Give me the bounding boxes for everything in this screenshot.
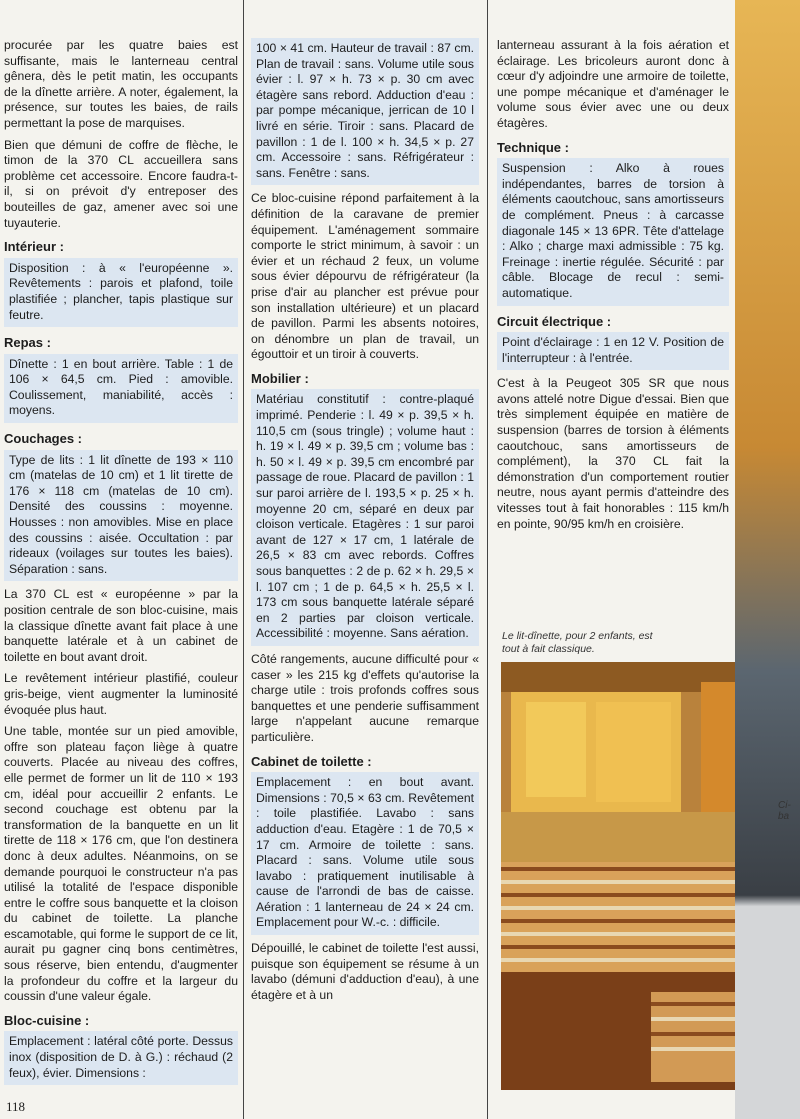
caravan-interior-illustration <box>501 662 749 1090</box>
spec-box-technique: Suspension : Alko à roues indépendantes, barres de torsion à éléments caoutchouc, sans amortisseurs de complément. Pneus : à carcasse diagonale 145 × 13 6PR. Tête d'attelage : Alko ; charge maxi admissible : 75 kg. Freinage : inertie régulée. Sécurité : par câble. Blocage de recul : semi-automatique. <box>497 158 729 305</box>
section-heading-couchages: Couchages : <box>4 431 83 447</box>
spec-box-repas: Dînette : 1 en bout arrière. Table : 1 de 106 × 64,5 cm. Pied : amovible. Coulissement, maniabilité, accès : moyens. <box>4 354 238 423</box>
spec-box-interieur: Disposition : à « l'européenne ». Revêtements : parois et plafond, toile plastifiée ; plancher, tapis plastique sur feutre. <box>4 258 238 327</box>
paragraph: Le revêtement intérieur plastifié, couleur gris-beige, vient augmenter la luminosité évoquée plus haut. <box>4 671 238 717</box>
section-heading-cabinet: Cabinet de toilette : <box>251 753 372 769</box>
adjacent-page-edge <box>735 0 800 1119</box>
spec-box-circuit: Point d'éclairage : 1 en 12 V. Position de l'interrupteur : à l'entrée. <box>497 332 729 370</box>
adjacent-caption: Ci- ba <box>778 800 791 822</box>
section-heading-circuit: Circuit électrique : <box>497 313 612 329</box>
section-heading-technique: Technique : <box>497 139 569 155</box>
spec-box-couchages: Type de lits : 1 lit dînette de 193 × 110 cm (matelas de 10 cm) et 1 lit tirette de 176 × 118 cm (matelas de 10 cm). Densité des coussins : moyenne. Housses : non amovibles. Mise en place des coussins : aisée. Occultation : par rideaux (voilages sur toutes les baies). Séparation : sans. <box>4 450 238 582</box>
section-heading-bloc-cuisine: Bloc-cuisine : <box>4 1012 90 1028</box>
paragraph: lanterneau assurant à la fois aération et éclairage. Les bricoleurs auront donc à cœur d'y adjoindre une armoire de toilette, une pompe mécanique et d'aménager le volume sous évier avec une ou deux étagères. <box>497 38 729 130</box>
column-2 <box>251 38 479 1009</box>
column-1 <box>4 38 238 1091</box>
paragraph: Une table, montée sur un pied amovible, offre son plateau façon liège à quatre couverts. Placée au niveau des coffres, elle permet de former un lit de 110 × 193 cm, idéal pour accueillir 2 enfants. Le second couchage est obtenu par la transformation de la banquette en un lit tirette de 118 × 176 cm, que l'on destinera donc à deux adultes. Néanmoins, on se demande pourquoi le constructeur n'a pas utilisé la totalité de l'espace disponible entre le coffre sous banquette et la cloison du cabinet de toilette. La planche escamotable, qui forme le support de ce lit, aurait pu gagner cinq bons centimètres, sous réserve, bien entendu, d'augmenter la profondeur du coffre et la largeur du coussin d'une valeur égale. <box>4 724 238 1004</box>
paragraph: La 370 CL est « européenne » par la position centrale de son bloc-cuisine, mais la classique dînette avant fait place à une banquette latérale et à un cabinet de toilette en bout avant droit. <box>4 587 238 664</box>
paragraph: procurée par les quatre baies est suffisante, mais le lanterneau central gênera, dès le petit matin, les occupants de la dînette arrière. A noter, également, la présence, sur toutes les baies, de rails permettant la pose de marquises. <box>4 38 238 130</box>
section-heading-mobilier: Mobilier : <box>251 370 309 386</box>
column-divider <box>243 0 244 1119</box>
striped-cushions <box>501 862 749 972</box>
section-heading-repas: Repas : <box>4 335 51 351</box>
spec-box-bloc-cuisine-continued: 100 × 41 cm. Hauteur de travail : 87 cm. Plan de travail : sans. Volume utile sous évier : l. 97 × h. 73 × p. 30 cm avec étagère sans rebord. Adduction d'eau : par pompe mécanique, jerrican de 10 l livré en série. Tiroir : sans. Placard de pavillon : 1 de l. 100 × h. 34,5 × p. 27 cm. Accessoire : sans. Réfrigérateur : sans. Fenêtre : sans. <box>251 38 479 185</box>
spec-box-mobilier: Matériau constitutif : contre-plaqué imprimé. Penderie : l. 49 × p. 39,5 × h. 110,5 cm (sous tringle) ; volume haut : h. 19 × l. 49 × p. 39,5 cm ; volume bas : h. 50 × l. 49 × p. 39,5 cm encombré par passage de roue. Placard de pavillon : 1 sur paroi arrière de l. 193,5 × p. 25 × h. moyenne 20 cm, séparé en deux par cloison verticale. Etagères : 1 sur paroi avant de 127 × 17 cm, 1 latérale de 26,5 × 83 cm avec rebords. Coffres sous banquettes : 2 de p. 62 × h. 29,5 × l. 107 cm ; 1 de p. 64,5 × h. 25,5 × l. 173 cm sous banquette latérale séparé en 2 parties par cloison verticale. Accessibilité : moyenne. Sans aération. <box>251 389 479 646</box>
paragraph: Ce bloc-cuisine répond parfaitement à la définition de la caravane de premier équipement. L'aménagement sommaire comporte le strict minimum, à savoir : un évier et un réchaud 2 feux, un volume sous évier dépourvu de réfrigérateur (la prise d'air au plancher est prévue pour son installation ultérieure) et un placard de pavillon. Parmi les absents notoires, on dénombre un plan de travail, un égouttoir et un tiroir à couverts. <box>251 191 479 362</box>
spec-box-bloc-cuisine: Emplacement : latéral côté porte. Dessus inox (disposition de D. à G.) : réchaud (2 feux), évier. Dimensions : <box>4 1031 238 1085</box>
spec-box-cabinet: Emplacement : en bout avant. Dimensions : 70,5 × 63 cm. Revêtement : toile plastifiée. Lavabo : sans adduction d'eau. Etagère : 1 de 70,5 × 17 cm. Armoire de toilette : sans. Placard : sans. Volume utile sous lavabo : pratiquement inutilisable à cause de l'arrondi de bas de caisse. Aération : 1 lanterneau de 24 × 24 cm. Emplacement pour W.-c. : difficile. <box>251 772 479 935</box>
column-3 <box>497 38 729 538</box>
paragraph: Dépouillé, le cabinet de toilette l'est aussi, puisque son équipement se résume à un lavabo (démuni d'adduction d'eau), à une étagère et à un <box>251 941 479 1002</box>
photo-caption: Le lit-dînette, pour 2 enfants, est tout à fait classique. <box>502 630 653 655</box>
page-number: 118 <box>6 1099 26 1114</box>
paragraph: C'est à la Peugeot 305 SR que nous avons attelé notre Digue d'essai. Bien que très simplement équipée en matière de suspension (barres de torsion à éléments caoutchouc, sans amortisseurs de complément), la 370 CL fait la démonstration d'un comportement routier neutre, nous ayant permis d'atteindre des vitesses tout à fait honorables : 115 km/h en pointe, 90/95 km/h en croisière. <box>497 376 729 531</box>
paragraph: Bien que démuni de coffre de flèche, le timon de la 370 CL accueillera sans problème cet accessoire. Encore faudra-t-il, si on prévoit d'y entreposer des bouteilles de gaz, amener avec soi une tuyauterie. <box>4 137 238 230</box>
column-divider <box>487 0 488 1119</box>
section-heading-interieur: Intérieur : <box>4 239 64 255</box>
interior-photo <box>501 662 749 1090</box>
paragraph: Côté rangements, aucune difficulté pour « caser » les 215 kg d'effets qu'autorise la charge utile : trois profonds coffres sous banquettes et une penderie suffisamment large n'appelant aucune remarque particulière. <box>251 651 479 744</box>
